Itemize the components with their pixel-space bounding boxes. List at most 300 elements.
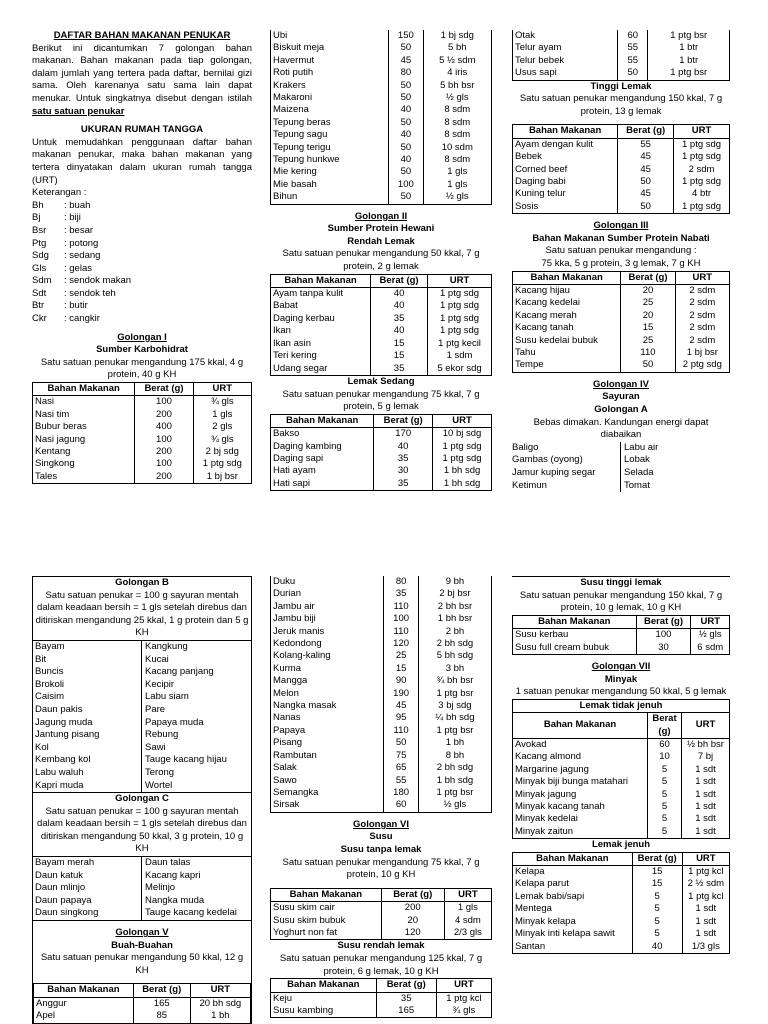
cell-berat: 80 <box>384 576 419 588</box>
abbreviation-item <box>32 263 252 276</box>
urt-title: UKURAN RUMAH TANGGA <box>80 124 204 136</box>
cell-bahan: Salak <box>271 762 384 774</box>
gol6-subtitle: Susu <box>369 831 393 843</box>
cell-bahan: Singkong <box>33 458 135 470</box>
cell-urt: 2 bj sdg <box>193 446 251 458</box>
table-row <box>513 629 730 642</box>
cell-urt: ½ gls <box>418 799 491 812</box>
table-row <box>513 642 730 655</box>
cell-urt: 1 btr <box>648 55 730 67</box>
col-header-berat: Berat (g) <box>621 271 675 284</box>
list-item: Kangkung <box>145 640 188 652</box>
table-row <box>34 1010 251 1023</box>
gol3-desc-1: Satu satuan penukar mengandung : <box>545 245 697 257</box>
col-header-urt: URT <box>691 615 730 628</box>
cell-urt: 1/3 gls <box>682 941 729 954</box>
cell-urt: 5 bh sdg <box>418 650 491 662</box>
cell-urt: 2 sdm <box>674 164 730 176</box>
col-header-bahan: Bahan Makanan <box>34 984 134 997</box>
table-row <box>513 297 730 309</box>
golb-title: Golongan B <box>115 577 169 588</box>
cell-bahan: Margarine jagung <box>513 764 648 776</box>
list-item: Terong <box>145 766 175 778</box>
cell-bahan: Minyak jagung <box>513 789 648 801</box>
abbreviation-value: : butir <box>64 300 88 312</box>
cell-berat: 170 <box>374 428 433 441</box>
cell-bahan: Nangka masak <box>271 700 384 712</box>
cell-urt: ¾ gls <box>193 434 251 446</box>
cell-bahan: Tahu <box>513 347 621 359</box>
cell-berat: 10 <box>647 751 681 763</box>
list-item: Kecipir <box>145 678 175 690</box>
cell-bahan: Maizena <box>271 104 389 116</box>
table-row <box>513 188 730 200</box>
cell-bahan: Mangga <box>271 675 384 687</box>
column-right-top <box>512 30 730 492</box>
col-header-berat: Berat (g) <box>618 125 674 138</box>
cell-bahan: Tepung beras <box>271 117 389 129</box>
cell-berat: 200 <box>135 446 193 458</box>
table-row <box>271 117 492 129</box>
cell-berat: 190 <box>384 688 419 700</box>
abbreviation-key: Bsr <box>32 224 47 236</box>
list-item: Daun talas <box>145 857 191 869</box>
cell-berat: 30 <box>636 642 691 655</box>
table-row <box>33 396 252 409</box>
table-row <box>513 30 730 42</box>
cell-berat: 40 <box>371 325 428 337</box>
cell-urt: 2 bh sdg <box>418 762 491 774</box>
cell-bahan: Minyak biji bunga matahari <box>513 776 648 788</box>
cell-berat: 40 <box>632 941 682 954</box>
table-row <box>271 927 492 940</box>
susu-tanpa-lemak-table <box>270 888 492 941</box>
cell-bahan: Teri kering <box>271 350 371 362</box>
cell-bahan: Nasi tim <box>33 409 135 421</box>
cell-berat: 150 <box>389 30 423 42</box>
gol2-table <box>270 274 492 376</box>
cell-urt: 5 ekor sdg <box>428 363 492 376</box>
cell-berat: 60 <box>618 30 648 42</box>
cell-berat: 120 <box>384 638 419 650</box>
cell-bahan: Telur bebek <box>513 55 618 67</box>
cell-urt: 1 sdm <box>428 350 492 362</box>
susu-tinggi-lemak-table <box>512 615 730 655</box>
col-header-bahan: Bahan Makanan <box>513 271 621 284</box>
cell-berat: 55 <box>618 55 648 67</box>
gol2-title: Golongan II <box>354 210 408 222</box>
list-item: Daun katuk <box>35 869 84 881</box>
table-row <box>271 363 492 376</box>
cell-berat: 50 <box>389 92 423 104</box>
table-row <box>513 866 730 879</box>
cell-urt: 1 ptg sdg <box>433 453 492 465</box>
cell-bahan: Jambu biji <box>271 613 384 625</box>
table-row <box>513 789 730 801</box>
list-item: Labu air <box>624 441 659 453</box>
cell-urt: 1 ptg kcl <box>682 866 729 879</box>
cell-urt: 1 sdt <box>681 801 729 813</box>
table-row <box>271 601 492 613</box>
gol3-subtitle: Bahan Makanan Sumber Protein Nabati <box>532 232 710 244</box>
cell-urt: 1 gls <box>193 409 251 421</box>
cell-urt: 1 sdt <box>682 903 729 915</box>
table-row <box>513 776 730 788</box>
table-row <box>513 739 730 752</box>
cell-urt: 1 ptg bsr <box>648 30 730 42</box>
cell-urt: 1 bh sdg <box>418 775 491 787</box>
abbreviation-value: : sendok teh <box>64 287 116 299</box>
abbreviation-key: Sdg <box>32 250 49 262</box>
cell-urt: 1 sdt <box>681 813 729 825</box>
col-header-urt: URT <box>682 852 729 865</box>
cell-berat: 55 <box>618 42 648 54</box>
gol3-title: Golongan III <box>593 220 649 232</box>
table-row <box>513 164 730 176</box>
golc-desc: Satu satuan penukar = 100 g sayuran mentah dalam keadaan bersih = 1 gls setelah direbus dan ditiriskan mengandung 50 kkal, 3 g protein, 10 g KH <box>33 806 251 857</box>
cell-urt: 1 ptg sdg <box>428 325 492 337</box>
gol4-a-title: Golongan A <box>594 404 648 416</box>
intro-text: Berikut ini dicantumkan 7 golongan bahan makanan. Bahan makanan pada tiap golongan, dalam jumlah yang tertera pada daftar, bernilai gizi sama. Oleh karenanya satu sama lain dapat menukar. Untuk singkatnya disebut dengan istilah satu satuan penukar <box>32 42 252 117</box>
cell-bahan: Jeruk manis <box>271 626 384 638</box>
cell-bahan: Keju <box>271 992 377 1005</box>
abbreviation-key: Btr <box>32 300 45 312</box>
cell-bahan: Tempe <box>513 359 621 372</box>
cell-bahan: Susu full cream bubuk <box>513 642 637 655</box>
abbreviation-value: : sedang <box>64 250 101 262</box>
table-row <box>271 441 492 453</box>
cell-berat: 100 <box>135 396 193 409</box>
cell-urt: 1 sdt <box>681 776 729 788</box>
cell-bahan: Susu skim cair <box>271 902 382 915</box>
cell-urt: 1 ptg sdg <box>428 300 492 312</box>
cell-urt: 1 bh sdg <box>433 478 492 491</box>
cell-bahan: Pisang <box>271 737 384 749</box>
lemak-jenuh-title: Lemak jenuh <box>591 839 651 851</box>
list-item: Sawi <box>145 741 166 753</box>
cell-bahan: Bakso <box>271 428 374 441</box>
list-item: Jagung muda <box>35 716 93 728</box>
cell-bahan: Duku <box>271 576 384 588</box>
col-header-urt: URT <box>190 984 250 997</box>
table-row <box>33 458 252 470</box>
cell-berat: 50 <box>618 176 674 188</box>
cell-bahan: Anggur <box>34 997 134 1010</box>
list-item: Ketimun <box>512 479 547 491</box>
cell-urt: 1 ptg sdg <box>428 288 492 301</box>
cell-urt: 1 ptg sdg <box>674 151 730 163</box>
cell-bahan: Kacang almond <box>513 751 648 763</box>
golc-list <box>33 857 251 921</box>
cell-urt: ½ gls <box>423 191 491 204</box>
table-row <box>271 338 492 350</box>
table-row <box>271 428 492 441</box>
table-row <box>271 902 492 915</box>
gol2-subtitle: Sumber Protein Hewani <box>327 223 435 235</box>
cell-urt: 1 ptg kecil <box>428 338 492 350</box>
cell-urt: ¾ gls <box>436 1005 491 1018</box>
table-row <box>271 300 492 312</box>
cell-urt: 1 ptg sdg <box>428 313 492 325</box>
table-row <box>513 151 730 163</box>
table-row <box>513 928 730 940</box>
cell-berat: 35 <box>374 453 433 465</box>
list-item: Daun papaya <box>35 894 92 906</box>
tinggi-lemak-title: Tinggi Lemak <box>590 80 652 92</box>
cell-berat: 200 <box>135 471 193 484</box>
abbreviation-item <box>32 200 252 213</box>
cell-urt: 1 sdt <box>681 764 729 776</box>
cell-urt: 2 gls <box>193 421 251 433</box>
lemak-tidak-jenuh-title: Lemak tidak jenuh <box>513 699 730 712</box>
col-header-urt: URT <box>681 713 729 739</box>
cell-urt: 1 ptg bsr <box>418 688 491 700</box>
cell-berat: 5 <box>647 813 681 825</box>
cell-urt: 1 gls <box>444 902 491 915</box>
table-row <box>33 409 252 421</box>
cell-bahan: Kelapa <box>513 866 633 879</box>
cell-bahan: Daging kambing <box>271 441 374 453</box>
cell-berat: 95 <box>384 712 419 724</box>
cell-bahan: Daging kerbau <box>271 313 371 325</box>
cell-berat: 55 <box>384 775 419 787</box>
cell-berat: 110 <box>384 626 419 638</box>
gol5-table-continued <box>270 576 492 813</box>
cell-berat: 35 <box>374 478 433 491</box>
cell-berat: 5 <box>647 826 681 839</box>
gol5-title: Golongan V <box>115 927 169 939</box>
cell-berat: 5 <box>647 776 681 788</box>
abbreviation-key: Sdm <box>32 275 52 287</box>
cell-berat: 40 <box>371 288 428 301</box>
table-row <box>271 350 492 362</box>
table-row <box>33 434 252 446</box>
table-row <box>513 916 730 928</box>
gol1-desc: Satu satuan penukar mengandung 175 kkal, 4 g protein, 40 g KH <box>40 356 244 381</box>
table-row <box>271 104 492 116</box>
col-header-urt: URT <box>675 271 729 284</box>
table-row <box>271 166 492 178</box>
cell-berat: 180 <box>384 787 419 799</box>
abbreviation-key: Ckr <box>32 313 47 325</box>
cell-urt: 2 bh bsr <box>418 601 491 613</box>
cell-bahan: Jambu air <box>271 601 384 613</box>
cell-berat: 5 <box>647 764 681 776</box>
table-row <box>513 891 730 903</box>
cell-berat: 35 <box>384 588 419 600</box>
cell-urt: 1 ptg kcl <box>682 891 729 903</box>
cell-urt: 1 sdt <box>682 928 729 940</box>
cell-bahan: Mie kering <box>271 166 389 178</box>
cell-bahan: Yoghurt non fat <box>271 927 382 940</box>
cell-bahan: Ikan asin <box>271 338 371 350</box>
cell-berat: 20 <box>621 310 675 322</box>
table-row <box>271 129 492 141</box>
table-row <box>271 626 492 638</box>
list-item: Buncis <box>35 666 64 678</box>
cell-urt: 2 sdm <box>675 322 729 334</box>
table-row <box>513 903 730 915</box>
table-row <box>271 80 492 92</box>
cell-bahan: Krakers <box>271 80 389 92</box>
cell-urt: 2 bj bsr <box>418 588 491 600</box>
table-row <box>271 1005 492 1018</box>
col-header-bahan: Bahan Makanan <box>271 888 382 901</box>
cell-bahan: Otak <box>513 30 618 42</box>
table-row <box>271 762 492 774</box>
cell-bahan: Kurma <box>271 663 384 675</box>
list-item: Baligo <box>512 441 539 453</box>
list-item: Pare <box>145 703 166 715</box>
col-header-berat: Berat (g) <box>376 979 436 992</box>
table-row <box>271 453 492 465</box>
gol5-desc: Satu satuan penukar mengandung 50 kkal, 12 g KH <box>40 952 244 976</box>
cell-berat: 20 <box>381 915 444 927</box>
abbreviation-item <box>32 275 252 288</box>
susu-tanpa-lemak-desc: Satu satuan penukar mengandung 75 kkal, 7 g protein, 10 g KH <box>282 856 480 881</box>
gol2-sedang-table-continued <box>512 30 730 81</box>
cell-berat: 100 <box>135 458 193 470</box>
cell-urt: 1 ptg sdg <box>674 201 730 214</box>
col-header-berat: Berat (g) <box>135 383 193 396</box>
cell-urt: ½ bh bsr <box>681 739 729 752</box>
list-item: Labu waluh <box>35 766 84 778</box>
cell-urt: 8 sdm <box>423 129 491 141</box>
cell-berat: 25 <box>621 297 675 309</box>
table-row <box>513 764 730 776</box>
abbreviation-value: : gelas <box>64 262 92 274</box>
cell-bahan: Kedondong <box>271 638 384 650</box>
table-row <box>271 478 492 491</box>
cell-urt: 8 sdm <box>423 117 491 129</box>
abbreviation-item <box>32 300 252 313</box>
cell-berat: 35 <box>376 992 436 1005</box>
column-mid-top <box>270 30 492 491</box>
cell-bahan: Rambutan <box>271 750 384 762</box>
cell-urt: 1 gls <box>423 179 491 191</box>
cell-urt: 10 bj sdg <box>433 428 492 441</box>
table-row <box>271 663 492 675</box>
cell-bahan: Kuning telur <box>513 188 618 200</box>
cell-urt: 1 gls <box>423 166 491 178</box>
cell-urt: 5 ½ sdm <box>423 55 491 67</box>
table-row <box>271 712 492 724</box>
table-row <box>271 179 492 191</box>
cell-bahan: Nasi <box>33 396 135 409</box>
table-row <box>513 201 730 214</box>
abbreviation-value: : besar <box>64 224 94 236</box>
cell-bahan: Ayam tanpa kulit <box>271 288 371 301</box>
cell-bahan: Usus sapi <box>513 67 618 80</box>
susu-tanpa-lemak-title: Susu tanpa lemak <box>340 843 422 855</box>
list-item: Nangka muda <box>145 894 205 906</box>
cell-urt: 1 ptg sdg <box>674 176 730 188</box>
cell-bahan: Tales <box>33 471 135 484</box>
gol5-table <box>33 983 251 1023</box>
cell-bahan: Semangka <box>271 787 384 799</box>
table-row <box>271 325 492 337</box>
cell-bahan: Nasi jagung <box>33 434 135 446</box>
cell-bahan: Tepung hunkwe <box>271 154 389 166</box>
table-row <box>513 801 730 813</box>
cell-bahan: Roti putih <box>271 67 389 79</box>
cell-bahan: Kentang <box>33 446 135 458</box>
table-row <box>34 997 251 1010</box>
cell-bahan: Tepung terigu <box>271 142 389 154</box>
table-row <box>513 322 730 334</box>
column-right-bottom <box>512 576 730 954</box>
abbreviation-item <box>32 225 252 238</box>
cell-berat: 20 <box>621 285 675 298</box>
table-row <box>271 725 492 737</box>
cell-berat: 80 <box>389 67 423 79</box>
cell-bahan: Daging babi <box>513 176 618 188</box>
gol7-desc: 1 satuan penukar mengandung 50 kkal, 5 g lemak <box>515 686 727 698</box>
lemak-sedang-desc: Satu satuan penukar mengandung 75 kkal, 7 g protein, 5 g lemak <box>282 388 480 413</box>
cell-urt: 2 sdm <box>675 310 729 322</box>
cell-urt: 1 bh <box>418 737 491 749</box>
table-row <box>271 650 492 662</box>
cell-bahan: Ubi <box>271 30 389 42</box>
tinggi-lemak-desc: Satu satuan penukar mengandung 150 kkal, 7 g protein, 13 g lemak <box>519 93 723 117</box>
table-row <box>271 313 492 325</box>
cell-urt: ½ gls <box>423 92 491 104</box>
gol4-title: Golongan IV <box>593 378 649 390</box>
gol4-desc: Bebas dimakan. Kandungan energi dapat diabaikan <box>533 416 709 441</box>
cell-bahan: Susu kedelai bubuk <box>513 335 621 347</box>
cell-bahan: Minyak kedelai <box>513 813 648 825</box>
col-header-bahan: Bahan Makanan <box>513 852 633 865</box>
gol3-desc-2: 75 kka, 5 g protein, 3 g lemak, 7 g KH <box>541 258 701 270</box>
list-item: Jantung pisang <box>35 729 100 741</box>
table-row <box>271 55 492 67</box>
cell-urt: ¼ bh sdg <box>418 712 491 724</box>
cell-urt: 2 ptg sdg <box>675 359 729 372</box>
cell-berat: 110 <box>384 725 419 737</box>
cell-urt: 3 bh <box>418 663 491 675</box>
cell-berat: 15 <box>632 866 682 879</box>
cell-berat: 50 <box>618 201 674 214</box>
gol7-subtitle: Minyak <box>604 673 638 685</box>
cell-bahan: Bebek <box>513 151 618 163</box>
cell-berat: 50 <box>618 67 648 80</box>
cell-berat: 120 <box>381 927 444 940</box>
urt-text: Untuk memudahkan penggunaan daftar bahan makanan penukar, maka bahan makanan yang tertera dinyatakan dalam ukuran rumah tangga (URT) <box>32 136 252 186</box>
list-item: Tomat <box>624 479 650 491</box>
cell-urt: 2 bh sdg <box>418 638 491 650</box>
cell-berat: 5 <box>632 916 682 928</box>
table-row <box>271 737 492 749</box>
cell-urt: 1 bh sdg <box>433 465 492 477</box>
cell-berat: 50 <box>389 166 423 178</box>
table-row <box>271 288 492 301</box>
table-row <box>271 42 492 54</box>
list-item: Daun pakis <box>35 703 83 715</box>
cell-berat: 75 <box>384 750 419 762</box>
table-row <box>513 359 730 372</box>
list-item: Brokoli <box>35 678 65 690</box>
cell-berat: 100 <box>384 613 419 625</box>
cell-urt: 10 sdm <box>423 142 491 154</box>
gol1-table-continued <box>270 30 492 205</box>
col-header-bahan: Bahan Makanan <box>513 713 648 739</box>
abbreviation-value: : biji <box>64 212 81 224</box>
table-row <box>513 67 730 80</box>
list-item: Kembang kol <box>35 754 91 766</box>
list-item: Kucai <box>145 653 169 665</box>
table-row <box>271 92 492 104</box>
cell-urt: 1 btr <box>648 42 730 54</box>
